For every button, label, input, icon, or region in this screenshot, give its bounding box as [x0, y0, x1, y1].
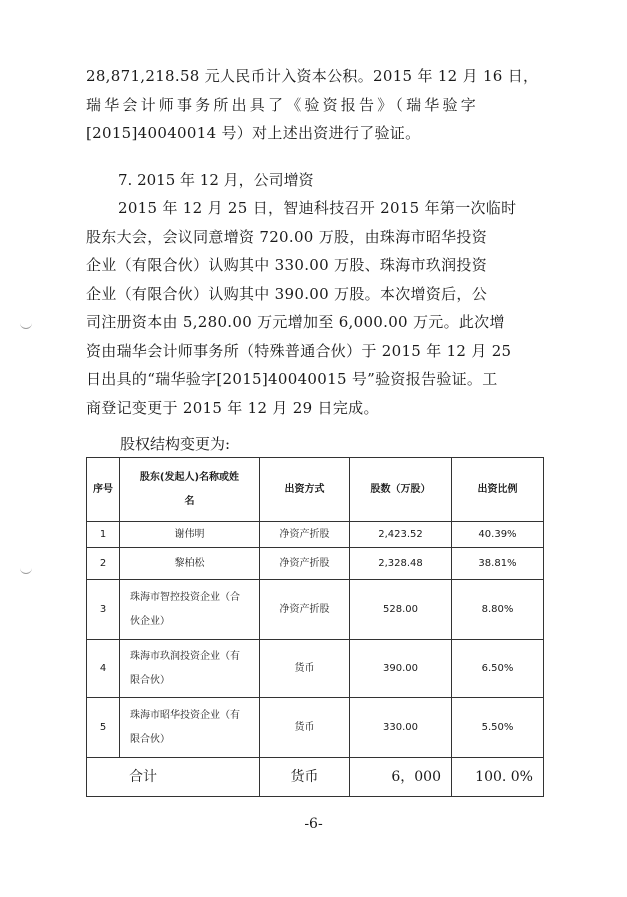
cell-ratio: 5.50%: [452, 698, 544, 758]
header-shares: 股数（万股）: [350, 458, 452, 522]
table-row: [87, 640, 544, 698]
text-line: [2015]40040014 号）对上述出资进行了验证。: [86, 124, 421, 142]
cell-name: 黎柏松: [120, 548, 260, 580]
header-contribution-method: 出资方式: [260, 458, 350, 522]
text-line: 日出具的“瑞华验字[2015]40040015 号”验资报告验证。工: [86, 370, 498, 388]
table-total-row: [87, 758, 544, 797]
cell-seq: 4: [87, 640, 120, 698]
cell-ratio: 8.80%: [452, 580, 544, 640]
text-line: 2015 年 12 月 25 日，智迪科技召开 2015 年第一次临时: [118, 199, 517, 217]
cell-shares: 390.00: [350, 640, 452, 698]
header-name-line2: 名: [184, 495, 195, 507]
cell-seq: 5: [87, 698, 120, 758]
header-ratio: 出资比例: [452, 458, 544, 522]
cell-name-line2: 限合伙）: [130, 733, 170, 745]
text-line: 企业（有限合伙）认购其中 390.00 万股。本次增资后，公: [86, 284, 488, 303]
cell-name: [120, 698, 260, 758]
cell-seq: 2: [87, 548, 120, 580]
paragraph-capital-reserve: [86, 62, 546, 148]
cell-method: 净资产折股: [260, 548, 350, 580]
cell-method: 货币: [260, 698, 350, 758]
punch-hole-mark: [20, 318, 32, 329]
text-line: 瑞华会计师事务所出具了《验资报告》（瑞华验字: [86, 95, 479, 114]
cell-shares: 528.00: [350, 580, 452, 640]
section-heading: 7. 2015 年 12 月，公司增资: [118, 171, 314, 189]
table-row: [87, 580, 544, 640]
text-line: 股东大会，会议同意增资 720.00 万股，由珠海市昭华投资: [86, 227, 488, 246]
cell-ratio: 40.39%: [452, 522, 544, 548]
cell-name-line2: 限合伙）: [130, 674, 170, 686]
header-seq: 序号: [87, 458, 120, 522]
cell-name-line1: 珠海市玖润投资企业（有: [130, 650, 240, 662]
header-name-line1: 股东(发起人)名称或姓: [139, 471, 240, 483]
cell-name-line1: 珠海市昭华投资企业（有: [130, 709, 240, 721]
text-line: 企业（有限合伙）认购其中 330.00 万股、珠海市玖润投资: [86, 256, 488, 274]
cell-shares: 2,328.48: [350, 548, 452, 580]
header-shareholder-name: [120, 458, 260, 522]
cell-method: 净资产折股: [260, 580, 350, 640]
page-number: -6-: [304, 816, 323, 832]
text-line: 资由瑞华会计师事务所（特殊普通合伙）于 2015 年 12 月 25: [86, 341, 512, 360]
cell-ratio: 6.50%: [452, 640, 544, 698]
cell-shares: 2,423.52: [350, 522, 452, 548]
paragraph-capital-increase: [86, 194, 546, 422]
punch-hole-mark: [20, 563, 32, 574]
total-ratio: 100. 0%: [452, 758, 544, 797]
table-header-row: [87, 458, 544, 522]
table-row: [87, 698, 544, 758]
cell-name: [120, 580, 260, 640]
cell-name: 谢伟明: [120, 522, 260, 548]
cell-name: [120, 640, 260, 698]
cell-ratio: 38.81%: [452, 548, 544, 580]
text-line: 司注册资本由 5,280.00 万元增加至 6,000.00 万元。此次增: [86, 313, 505, 331]
cell-name-line1: 珠海市智控投资企业（合: [130, 591, 240, 603]
cell-shares: 330.00: [350, 698, 452, 758]
cell-seq: 3: [87, 580, 120, 640]
cell-method: 货币: [260, 640, 350, 698]
text-line: 商登记变更于 2015 年 12 月 29 日完成。: [86, 398, 379, 417]
table-row: [87, 548, 544, 580]
table-caption: 股权结构变更为:: [120, 435, 231, 453]
total-label: 合计: [87, 758, 260, 797]
cell-name-line2: 伙企业）: [130, 615, 170, 627]
equity-structure-table: [86, 457, 544, 797]
total-shares: 6，000: [350, 758, 452, 797]
text-line: 28,871,218.58 元人民币计入资本公积。2015 年 12 月 16 日，: [86, 67, 539, 85]
cell-method: 净资产折股: [260, 522, 350, 548]
cell-seq: 1: [87, 522, 120, 548]
table-row: [87, 522, 544, 548]
total-method: 货币: [260, 758, 350, 797]
